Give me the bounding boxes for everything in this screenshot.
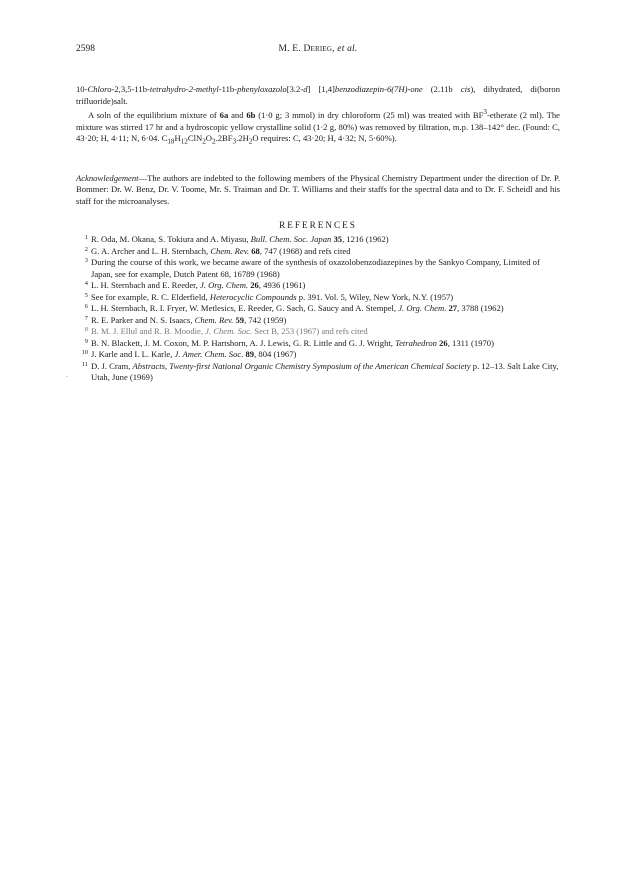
- reference-journal: J. Amer. Chem. Soc.: [174, 349, 244, 360]
- compound-title-part: (2.11b: [422, 84, 461, 94]
- compound-title-part: phenyloxazolo: [237, 84, 287, 94]
- reference-details: , 3788 (1962): [457, 303, 504, 314]
- running-header: [76, 44, 560, 60]
- reference-text: [91, 257, 560, 280]
- reference-journal: Tetrahedron: [395, 337, 437, 348]
- reference-journal: Bull. Chem. Soc. Japan: [250, 234, 332, 245]
- reference-journal: J. Org. Chem.: [199, 280, 249, 291]
- formula-subscript: 2: [248, 137, 253, 146]
- reference-number: 8: [84, 326, 88, 334]
- compound-title-part: Chloro: [87, 84, 112, 94]
- reference-authors: R. E. Parker and N. S. Isaacs,: [91, 314, 195, 325]
- reference-number: 11: [81, 360, 88, 368]
- author-prefix: M. E.: [278, 44, 304, 54]
- compound-title-part: -2,3,5-11b-: [111, 84, 150, 94]
- compound-title-part: 11b-: [221, 84, 238, 94]
- formula-part: O: [205, 133, 212, 144]
- reference-number: 6: [84, 303, 88, 311]
- reference-authors: J. Karle and I. L. Karle,: [91, 349, 175, 360]
- reference-journal: J. Org. Chem.: [398, 303, 447, 314]
- reference-details: Sect B, 253 (1967) and refs cited: [252, 326, 368, 337]
- reference-volume: 89: [243, 349, 255, 360]
- procedure-paragraph: [76, 107, 560, 148]
- reference-number: 10: [81, 349, 88, 357]
- reference-number: 2: [84, 245, 88, 253]
- page-number: 2598: [76, 44, 95, 54]
- reference-item: [76, 338, 560, 350]
- reference-authors: R. Oda, M. Okana, S. Tokiura and A. Miyasu,: [91, 234, 251, 245]
- reference-details: p. 12–13. Salt Lake City, Utah, June (1969): [91, 360, 559, 383]
- author-surname: Derieg: [303, 44, 333, 54]
- running-title: [76, 44, 560, 54]
- author-suffix: , et al.: [332, 44, 358, 54]
- reference-number: 1: [84, 234, 88, 242]
- reference-number: 9: [84, 337, 88, 345]
- reference-authors: See for example, R. C. Elderfield,: [91, 291, 210, 302]
- procedure-text: (1·0 g; 3 mmol) in dry chloroform (25 ml) was treated with BF: [255, 110, 484, 121]
- reference-details: , 1216 (1962): [342, 234, 389, 245]
- reference-text: [91, 246, 560, 258]
- reference-volume: 68: [249, 245, 260, 256]
- reference-item: [76, 326, 560, 338]
- compound-title-part: 10-: [76, 84, 88, 94]
- procedure-text: and: [228, 110, 247, 121]
- compound-ref: 6b: [246, 110, 256, 121]
- reference-journal: Abstracts, Twenty-first National Organic Chemistry Symposium of the American Chemical Society: [132, 360, 471, 371]
- compound-title-part: ] [1,4]: [307, 84, 335, 94]
- compound-title-part: [3.2-: [286, 84, 304, 94]
- reference-volume: 59: [233, 314, 245, 325]
- margin-mark: .: [66, 370, 68, 379]
- reference-details: , 4936 (1961): [258, 280, 306, 291]
- reference-text: [91, 326, 560, 338]
- reference-item: [76, 303, 560, 315]
- reference-text: [91, 292, 560, 304]
- reference-item: [76, 349, 560, 361]
- reference-text: [91, 349, 560, 361]
- reference-authors: During the course of this work, we became aware of the synthesis of oxazolobenzodiazepines by the Sankyo Company, Limited of Japan, see for example, Dutch Patent 68, 16789 (1968): [91, 257, 540, 279]
- reference-details: , 1311 (1970): [447, 337, 494, 348]
- reference-authors: B. N. Blackett, J. M. Coxon, M. P. Hartshorn, A. J. Lewis, G. R. Little and G. J. Wright,: [91, 337, 396, 348]
- reference-authors: L. H. Sternbach, R. I. Fryer, W. Metlesics, E. Reeder, G. Sach, G. Saucy and A. Stempel,: [91, 303, 399, 314]
- reference-journal: Heterocyclic Compounds: [209, 291, 297, 302]
- formula-subscript: 2: [202, 137, 206, 146]
- reference-authors: G. A. Archer and L. H. Sternbach,: [91, 245, 211, 256]
- formula-part: O: [252, 133, 259, 144]
- procedure-text: requires: C, 43·20; H, 4·32; N, 5·60%).: [258, 133, 397, 144]
- procedure-text: A soln of the equilibrium mixture of: [88, 110, 220, 121]
- reference-text: [91, 338, 560, 350]
- reference-text: [91, 234, 560, 246]
- compound-ref: 6a: [219, 110, 229, 121]
- reference-authors: D. J. Cram,: [91, 360, 133, 371]
- journal-page: [76, 44, 560, 384]
- reference-details: , 742 (1959): [244, 314, 287, 325]
- reference-details: , 804 (1967): [254, 349, 297, 360]
- reference-text: [91, 315, 560, 327]
- formula-part: H: [174, 133, 181, 144]
- reference-item: [76, 257, 560, 280]
- reference-item: [76, 315, 560, 327]
- reference-item: [76, 234, 560, 246]
- reference-item: [76, 280, 560, 292]
- superscript: 3: [483, 108, 487, 117]
- reference-text: [91, 280, 560, 292]
- formula-subscript: 3: [232, 137, 237, 146]
- compound-title-part: d: [303, 84, 308, 94]
- reference-volume: 26: [248, 280, 259, 291]
- reference-item: [76, 246, 560, 258]
- reference-journal: Chem. Rev.: [194, 314, 234, 325]
- formula-subscript: 2: [212, 137, 216, 146]
- reference-number: 4: [84, 280, 88, 288]
- formula-subscript: 12: [180, 137, 188, 146]
- formula-part: .2BF: [215, 133, 233, 144]
- reference-text: [91, 303, 560, 315]
- reference-journal: J. Chem. Soc.: [205, 326, 253, 337]
- reference-list: [76, 234, 560, 384]
- references-heading: REFERENCES: [279, 220, 357, 231]
- reference-authors: L. H. Sternbach and E. Reeder,: [91, 280, 200, 291]
- procedure-text: -etherate (2 ml). The mixture was stirred 17 hr and a hydroscopic yellow crystalline solid (1·2 g, 80%) was removed by filtration, m.p. 138–142° dec. (Found: C, 43·20; H, 4·11; N, 6·04. C: [76, 110, 560, 144]
- reference-text: [91, 361, 560, 384]
- acknowledgement-label: Acknowledgement: [76, 172, 139, 183]
- acknowledgement: [76, 173, 560, 208]
- acknowledgement-text: —The authors are indebted to the following members of the Physical Chemistry Department under the direction of Dr. P. Bommer: Dr. W. Benz, Dr. V. Toome, Mr. S. Traiman and Dr. T. Williams and their staffs for the spectral data and to Dr. F. Scheidl and his staff for the microanalyses.: [76, 172, 560, 206]
- reference-item: [76, 292, 560, 304]
- reference-number: 7: [84, 314, 88, 322]
- reference-details: p. 391. Vol. 5, Wiley, New York, N.Y. (1957): [296, 291, 454, 302]
- compound-title: [76, 84, 560, 107]
- reference-number: 5: [84, 291, 88, 299]
- compound-title-part: cis: [460, 84, 471, 94]
- reference-authors: B. M. J. Ellul and R. B. Moodie,: [91, 326, 206, 337]
- compound-title-part: tetrahydro-2-methyl-: [149, 84, 222, 94]
- compound-title-part: ), dihydrated, di(boron trifluoride)salt.: [76, 84, 560, 106]
- compound-title-part: benzodiazepin-6(7H)-one: [334, 84, 423, 94]
- reference-journal: Chem. Rev.: [210, 245, 250, 256]
- reference-volume: 26: [436, 337, 448, 348]
- reference-number: 3: [84, 257, 88, 265]
- formula-part: ClN: [187, 133, 203, 144]
- formula-part: .2H: [236, 133, 249, 144]
- reference-item: [76, 361, 560, 384]
- reference-volume: 27: [446, 303, 458, 314]
- reference-details: , 747 (1968) and refs cited: [259, 245, 351, 256]
- reference-volume: 35: [331, 234, 343, 245]
- formula-subscript: 18: [167, 137, 175, 146]
